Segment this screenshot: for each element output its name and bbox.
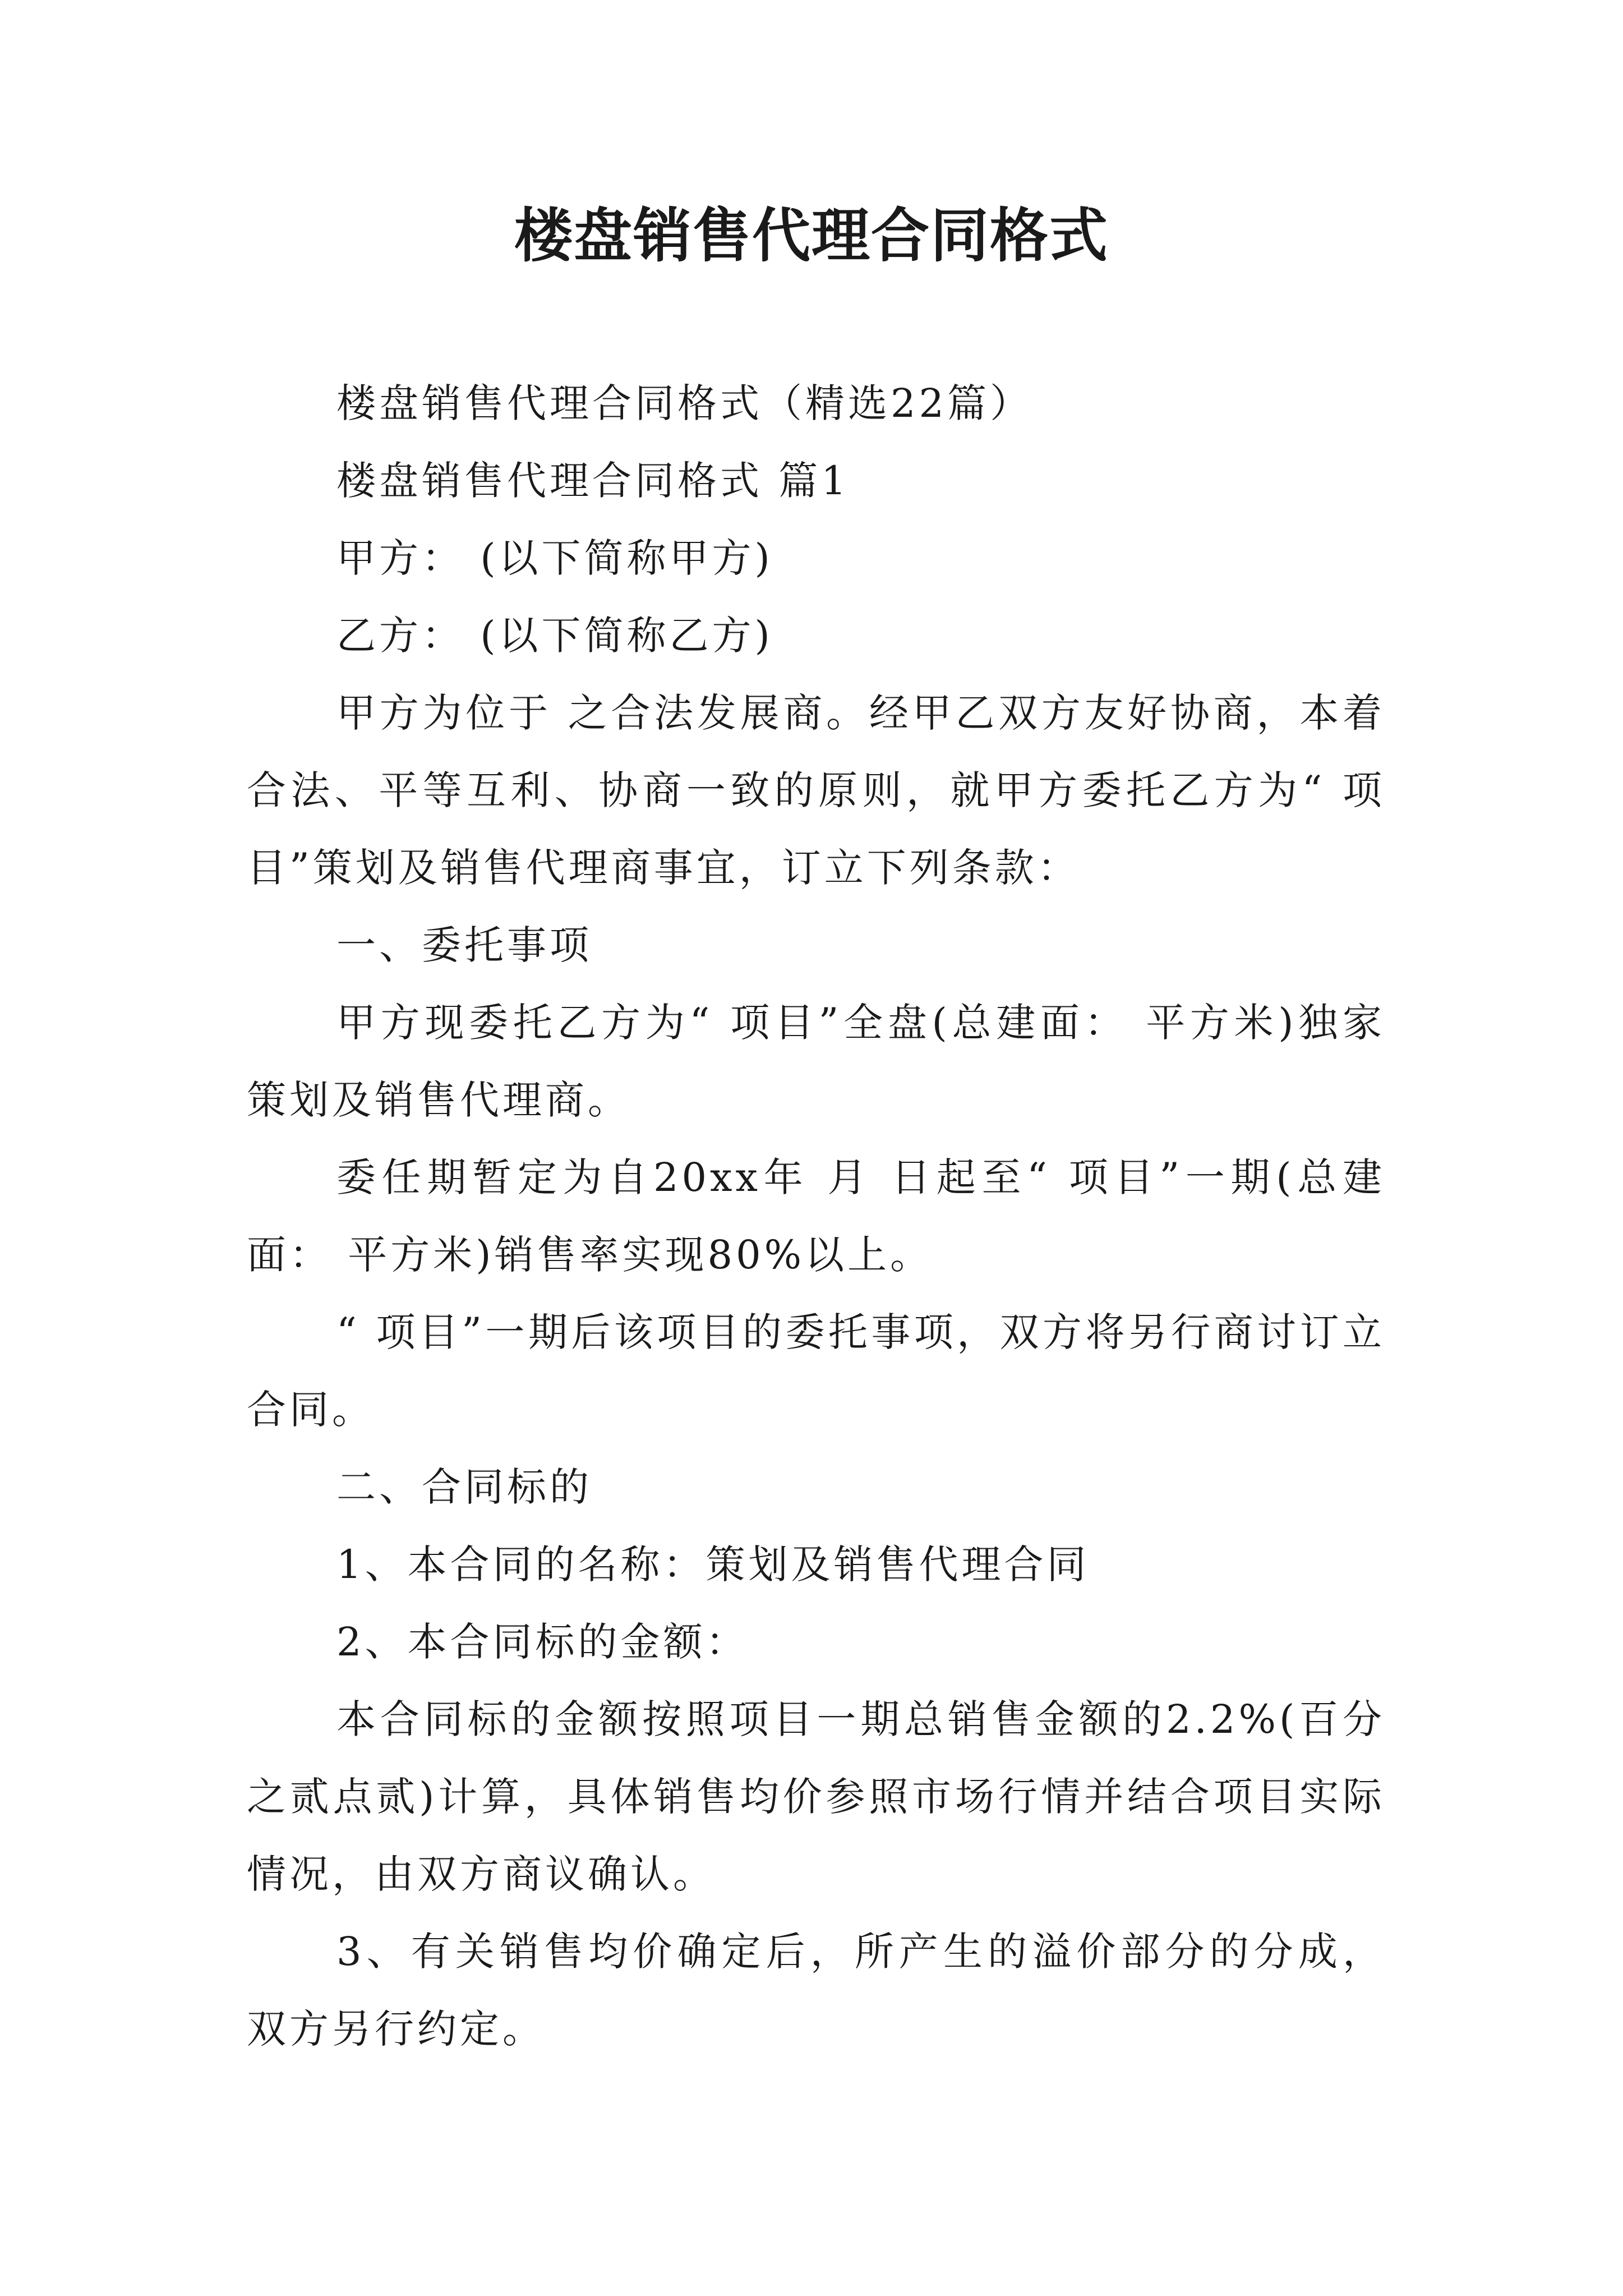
- preamble-paragraph: 甲方为位于 之合法发展商。经甲乙双方友好协商，本着合法、平等互利、协商一致的原则，就甲方委托乙方为“ 项目”策划及销售代理商事宜，订立下列条款：: [247, 690, 1385, 891]
- party-b-line: 乙方： (以下简称乙方): [336, 613, 773, 659]
- party-a-line: 甲方： (以下简称甲方): [336, 535, 773, 581]
- section-heading-subject: 二、合同标的: [336, 1464, 592, 1510]
- premium-item: 3、有关销售均价确定后，所产生的溢价部分的分成，双方另行约定。: [247, 1929, 1385, 2052]
- document-body: [247, 365, 1385, 2068]
- subtitle-paragraph: 楼盘销售代理合同格式（精选22篇）: [336, 380, 1033, 426]
- section-heading-commission: 一、委托事项: [336, 922, 592, 968]
- section-heading-part-1: 楼盘销售代理合同格式 篇1: [336, 458, 850, 504]
- contract-name-item: 1、本合同的名称：策划及销售代理合同: [336, 1542, 1090, 1588]
- follow-up-paragraph: “ 项目”一期后该项目的委托事项，双方将另行商讨订立合同。: [247, 1309, 1385, 1433]
- commission-paragraph: 甲方现委托乙方为“ 项目”全盘(总建面： 平方米)独家策划及销售代理商。: [247, 1000, 1385, 1123]
- amount-paragraph: 本合同标的金额按照项目一期总销售金额的2.2%(百分之贰点贰)计算，具体销售均价参照市场行情并结合项目实际情况，由双方商议确认。: [247, 1696, 1385, 1897]
- term-paragraph: 委任期暂定为自20xx年 月 日起至“ 项目”一期(总建面： 平方米)销售率实现80%以上。: [247, 1154, 1385, 1278]
- document-title: 楼盘销售代理合同格式: [514, 201, 1109, 270]
- contract-amount-item: 2、本合同标的金额：: [336, 1619, 749, 1665]
